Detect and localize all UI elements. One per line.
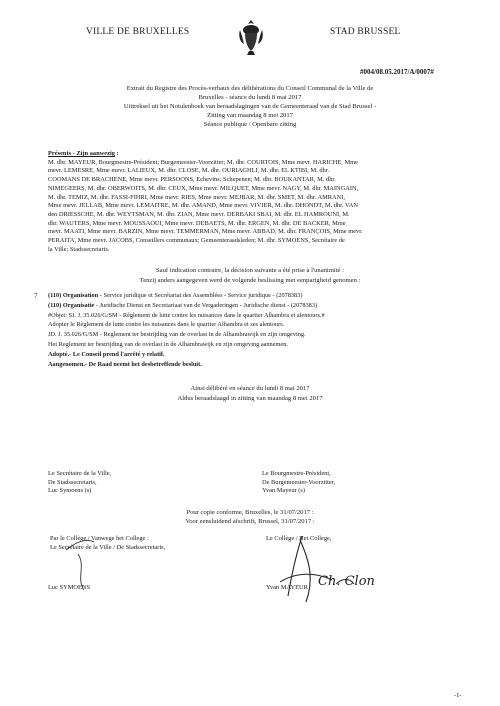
certification-fr: Pour copie conforme, Bruxelles, le 31/07/2017 : <box>186 509 314 516</box>
unanimity-statement <box>60 266 440 286</box>
unanimity-fr: Sauf indication contraire, la décision suivante a été prise à l'unanimité : <box>156 267 344 274</box>
secretary-signature-block <box>48 470 111 496</box>
org-nl-text: - Juridische Dienst en Secretariaat van de Vergaderingen - Juridische dienst - (2078383) <box>94 301 318 309</box>
deliberation-fr: Ainsi délibéré en séance du lundi 8 mai 2017 <box>190 385 310 392</box>
extract-fr-line1: Extrait du Registre des Procès-verbaux des délibérations du Conseil Communal de la Ville de <box>126 85 374 92</box>
mayor-title-fr: Le Bourgmestre-Président, <box>262 470 331 477</box>
attendance-line: den DRIESSCHE, M. dhr. WEYTSMAN, M. dhr. ZIAN, Mme mevr. DERBAKI SBAI, M. dhr. EL HAMROUNI, M. <box>48 210 350 218</box>
extract-nl-line1: Uittreksel uit het Notulenboek van beraadslagingen van de Gemeenteraad van de Stad Brussel - <box>123 103 377 110</box>
attendance-label: Présents - Zijn aanwezig <box>48 150 115 157</box>
adopt-fr-text: Adopter le Règlement de lutte contre les nuisances dans le quartier Alhambra et ses alentours. <box>48 321 285 329</box>
deliberation-statement <box>60 384 440 403</box>
jd-reference: JD. J. 35.026/G/SM - Reglement ter bestrijding van de overlast in de Alhambrawijk en zijn omgeving. <box>48 331 306 339</box>
session-type: Séance publique / Openbare zitting <box>203 121 297 128</box>
attendance-list <box>48 159 468 255</box>
handwritten-signature-right <box>262 532 402 612</box>
attendance-section <box>48 150 468 254</box>
secretary-title-fr: Le Secrétaire de la Ville, <box>48 470 112 477</box>
extract-fr-line2: Bruxelles - séance du lundi 8 mai 2017 <box>198 94 302 101</box>
deliberation-nl: Aldus beraadslaagd in zitting van maandag 8 mei 2017 <box>177 394 323 402</box>
attendance-line: M. dhr. MAYEUR, Bourgmestre-Président; Burgemeester-Voorzitter; M. dhr. COURTOIS, Mme mevr. HARICHE, Mme <box>48 158 358 166</box>
certification-nl: Voor eensluidend afschrift, Brussel, 31/07/2017 : <box>185 518 315 525</box>
attendance-colon: : <box>114 150 119 157</box>
college-right-title: Le Collège / Het College, <box>266 535 332 542</box>
certification-statement <box>60 508 440 526</box>
mayor-name: Yvan Mayeur (s) <box>262 487 306 495</box>
decision-subject: #Objet: SJ. J. 35.026/G/SM - Règlement de lutte contre les nuisances dans le quartier Alhambra et alentours.# <box>48 311 325 319</box>
document-reference: #004/08.05.2017/A/0007# <box>360 68 434 76</box>
adopted-nl: Aangenomen.- De Raad neemt het desbetreffende besluit. <box>48 360 202 368</box>
city-name-nl: STAD BRUSSEL <box>330 27 401 37</box>
page-number: -1- <box>454 692 462 699</box>
attendance-line: M. dhr. TEMIZ, M. dhr. FASSI-FIHRI, Mme mevr. RIES, Mme mevr. MEJBAR, M. dhr. SMET, M. dhr. AMRANI, <box>48 193 345 201</box>
mayor-signature-block <box>262 470 335 496</box>
attendance-line: mevr. LEMESRE, Mme mevr. LALIEUX, M. dhr. CLOSE, M. dhr. OURIAGHLI, M. dhr. EL KTIBI, M. dhr. <box>48 167 330 175</box>
attendance-line: la Ville; Stadssecretaris. <box>48 245 110 253</box>
handwritten-signature-left <box>56 532 126 592</box>
college-right-name: Yvan MAYEUR <box>266 584 308 591</box>
college-left-name: Luc SYMOENS <box>48 584 91 591</box>
secretary-name: Luc Symoens (s) <box>48 487 92 495</box>
attendance-line: COOMANS DE BRACHENE, Mme mevr. PERSOONS, Echevins; Schepenen; M. dhr. BOUKANTAR, M. dhr. <box>48 176 336 184</box>
item-number: 7 <box>34 292 38 300</box>
attendance-line: Mme mevr. JELLAB, Mme mevr. LEMAITRE, M. dhr. AMAND, Mme mevr. VIVIER, M. dhr. DHONDT, M. dhr. VAN <box>48 202 358 210</box>
college-left-line2: Le Secrétaire de la Ville / De Stadssecretaris, <box>50 543 166 551</box>
mayor-title-nl: De Burgemeester-Voorzitter, <box>262 478 336 486</box>
attendance-line: mevr. MAATI, Mme mevr. BARZIN, Mme mevr. TEMMERMAN, Mme mevr. ABBAD, M. dhr. FRANÇOIS, Mme mevr. <box>48 228 363 236</box>
attendance-line: NIMEGEERS, M. dhr. OBERWOITS, M. dhr. CEUX, Mme mevr. MILQUET, Mme mevr. NAGY, M. dhr. MAINGAIN, <box>48 184 359 192</box>
college-left-line1: Par le Collège / Vanwege het College : <box>50 535 149 542</box>
adopted-fr: Adopté.- Le Conseil prend l'arrêté y relatif. <box>48 350 165 358</box>
attendance-line: PERAITA, Mme mevr. JACOBS, Conseillers communaux; Gemeenteraadsleden; M. dhr. SYMOENS, Secrétaire de <box>48 237 345 245</box>
decision-block <box>48 291 468 369</box>
unanimity-nl: Tenzij anders aangegeven werd de volgende beslissing met eenparigheid genomen : <box>139 277 361 284</box>
attendance-line: dhr. WAUTERS, Mme mevr. MOUSSAOUI, Mme mevr. DEBAETS, M. dhr. ERGEN, M. dhr. DE BACKER, Mme <box>48 219 346 227</box>
adopt-nl-text: Het Reglement ter bestrijding van de overlast in de Alhambrawijk en zijn omgeving aannemen. <box>48 340 288 348</box>
secretary-title-nl: De Stadssecretaris, <box>48 478 97 486</box>
org-fr-text: - Service juridique et Secrétariat des Assemblées - Service juridique - (2078383) <box>98 292 303 299</box>
handwritten-initials: Ch. Clon <box>318 574 375 589</box>
extract-nl-line2: Zitting van maandag 8 mei 2017 <box>207 112 293 119</box>
org-fr-label: (110) Organisation <box>48 292 99 299</box>
org-nl-label: (110) Organisatie <box>48 301 95 309</box>
city-name-fr: VILLE DE BRUXELLES <box>86 27 190 37</box>
brussels-coat-of-arms-icon <box>236 18 266 56</box>
extract-heading <box>60 84 440 129</box>
